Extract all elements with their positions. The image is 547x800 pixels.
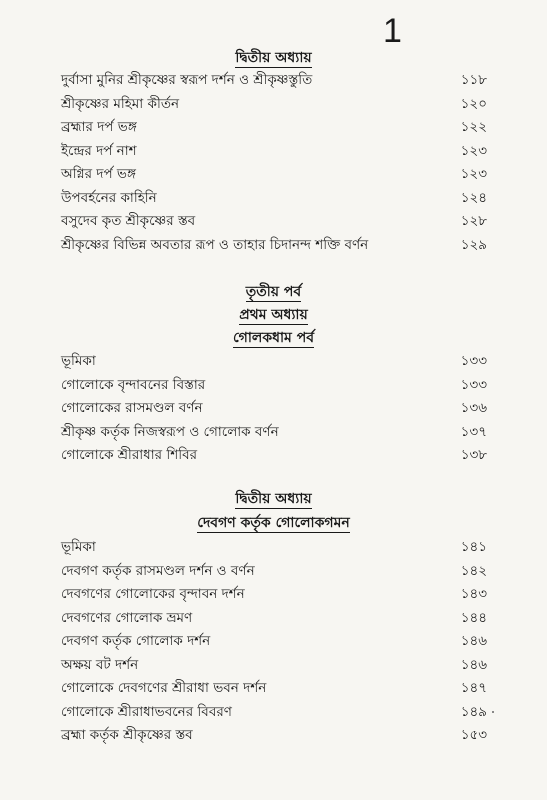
entry-title: ভূমিকা bbox=[61, 353, 96, 369]
entry-title: গোলোকে দেবগণের শ্রীরাধা ভবন দর্শন bbox=[61, 680, 267, 696]
entry-page: ১৩৩ bbox=[460, 353, 487, 369]
chapter-heading: দ্বিতীয় অধ্যায় bbox=[235, 50, 312, 66]
entry-page: ১২৯ bbox=[460, 236, 487, 253]
toc-section-3 bbox=[0, 537, 547, 749]
entry-page: ১৪৩ bbox=[460, 586, 487, 602]
entry-page: ১২০ bbox=[460, 95, 487, 112]
toc-entry bbox=[0, 164, 547, 188]
entry-page: ১৩৭ bbox=[460, 423, 487, 440]
entry-title: ব্রহ্মার দর্প ভঙ্গ bbox=[61, 119, 137, 135]
toc-entry bbox=[0, 211, 547, 235]
entry-title: শ্রীকৃষ্ণ কর্তৃক নিজস্বরূপ ও গোলোক বর্ণন bbox=[61, 423, 279, 440]
chapter-heading: প্রথম অধ্যায় bbox=[239, 307, 308, 323]
toc-entry bbox=[0, 584, 547, 608]
toc-entry bbox=[0, 351, 547, 375]
entry-title: ভূমিকা bbox=[61, 539, 96, 555]
toc-section-1 bbox=[0, 70, 547, 258]
toc-entry bbox=[0, 141, 547, 165]
toc-entry bbox=[0, 631, 547, 655]
toc-section-2 bbox=[0, 351, 547, 469]
entry-title: দেবগণের গোলোকের বৃন্দাবন দর্শন bbox=[61, 586, 245, 602]
entry-page: ১৩৬ bbox=[460, 400, 487, 416]
section-heading: গোলকধাম পর্ব bbox=[233, 330, 314, 346]
entry-title: গোলোকের রাসমণ্ডল বর্ণন bbox=[61, 400, 203, 416]
entry-title: অক্ষয় বট দর্শন bbox=[61, 656, 139, 673]
entry-title: ইন্দ্রের দর্প নাশ bbox=[61, 142, 137, 159]
entry-title: গোলোকে বৃন্দাবনের বিস্তার bbox=[61, 376, 206, 393]
entry-page: ১৪২ bbox=[460, 562, 487, 579]
toc-entry bbox=[0, 117, 547, 141]
entry-title: বসুদেব কৃত শ্রীকৃষ্ণের স্তব bbox=[61, 213, 196, 229]
entry-page: ১১৮ bbox=[460, 72, 487, 88]
toc-entry bbox=[0, 678, 547, 702]
entry-title: ব্রহ্মা কর্তৃক শ্রীকৃষ্ণের স্তব bbox=[61, 727, 193, 743]
toc-entry bbox=[0, 398, 547, 422]
entry-page: ১৩৩ bbox=[460, 376, 487, 393]
entry-page: ১৩৮ bbox=[460, 447, 487, 463]
toc-entry bbox=[0, 235, 547, 259]
toc-entry bbox=[0, 445, 547, 469]
entry-page: ১২৩ bbox=[460, 166, 487, 182]
entry-title: দুর্বাসা মুনির শ্রীকৃষ্ণের স্বরূপ দর্শন ও শ্রীকৃষ্ণস্তুতি bbox=[61, 72, 313, 88]
toc-entry bbox=[0, 422, 547, 446]
entry-page: ১২৮ bbox=[460, 213, 487, 229]
toc-entry bbox=[0, 94, 547, 118]
entry-title: শ্রীকৃষ্ণের বিভিন্ন অবতার রূপ ও তাহার চিদানন্দ শক্তি বর্ণন bbox=[61, 236, 369, 253]
entry-page: ১৪৭ bbox=[460, 680, 487, 696]
entry-title: শ্রীকৃষ্ণের মহিমা কীর্তন bbox=[61, 95, 180, 112]
toc-entry bbox=[0, 702, 547, 726]
entry-title: গোলোকে শ্রীরাধার শিবির bbox=[61, 447, 198, 463]
ink-speck bbox=[492, 711, 494, 713]
toc-entry bbox=[0, 375, 547, 399]
entry-title: দেবগণ কর্তৃক রাসমণ্ডল দর্শন ও বর্ণন bbox=[61, 562, 255, 579]
entry-title: অগ্নির দর্প ভঙ্গ bbox=[61, 166, 136, 182]
entry-title: উপবর্হনের কাহিনি bbox=[61, 189, 157, 206]
toc-entry bbox=[0, 725, 547, 749]
entry-page: ১৪৬ bbox=[460, 656, 487, 673]
entry-page: ১২৪ bbox=[460, 189, 487, 206]
entry-page: ১৫৩ bbox=[460, 727, 487, 743]
entry-title: গোলোকে শ্রীরাধাভবনের বিবরণ bbox=[61, 703, 232, 720]
chapter-heading: দ্বিতীয় অধ্যায় bbox=[235, 491, 312, 507]
toc-entry bbox=[0, 655, 547, 679]
part-heading: তৃতীয় পর্ব bbox=[245, 284, 302, 300]
entry-page: ১২৩ bbox=[460, 142, 487, 159]
entry-page: ১৪১ bbox=[460, 539, 487, 555]
toc-entry bbox=[0, 188, 547, 212]
entry-page: ১৪৪ bbox=[460, 609, 487, 626]
entry-title: দেবগণ কর্তৃক গোলোক দর্শন bbox=[61, 633, 211, 649]
section-heading: দেবগণ কর্তৃক গোলোকগমন bbox=[197, 515, 350, 531]
entry-page: ১২২ bbox=[460, 119, 487, 135]
toc-entry bbox=[0, 561, 547, 585]
entry-page: ১৪৯ bbox=[460, 703, 487, 720]
toc-entry bbox=[0, 70, 547, 94]
entry-title: দেবগণের গোলোক ভ্রমণ bbox=[61, 609, 193, 626]
toc-entry bbox=[0, 608, 547, 632]
entry-page: ১৪৬ bbox=[460, 633, 487, 649]
page-number: 1 bbox=[383, 12, 402, 50]
toc-entry bbox=[0, 537, 547, 561]
